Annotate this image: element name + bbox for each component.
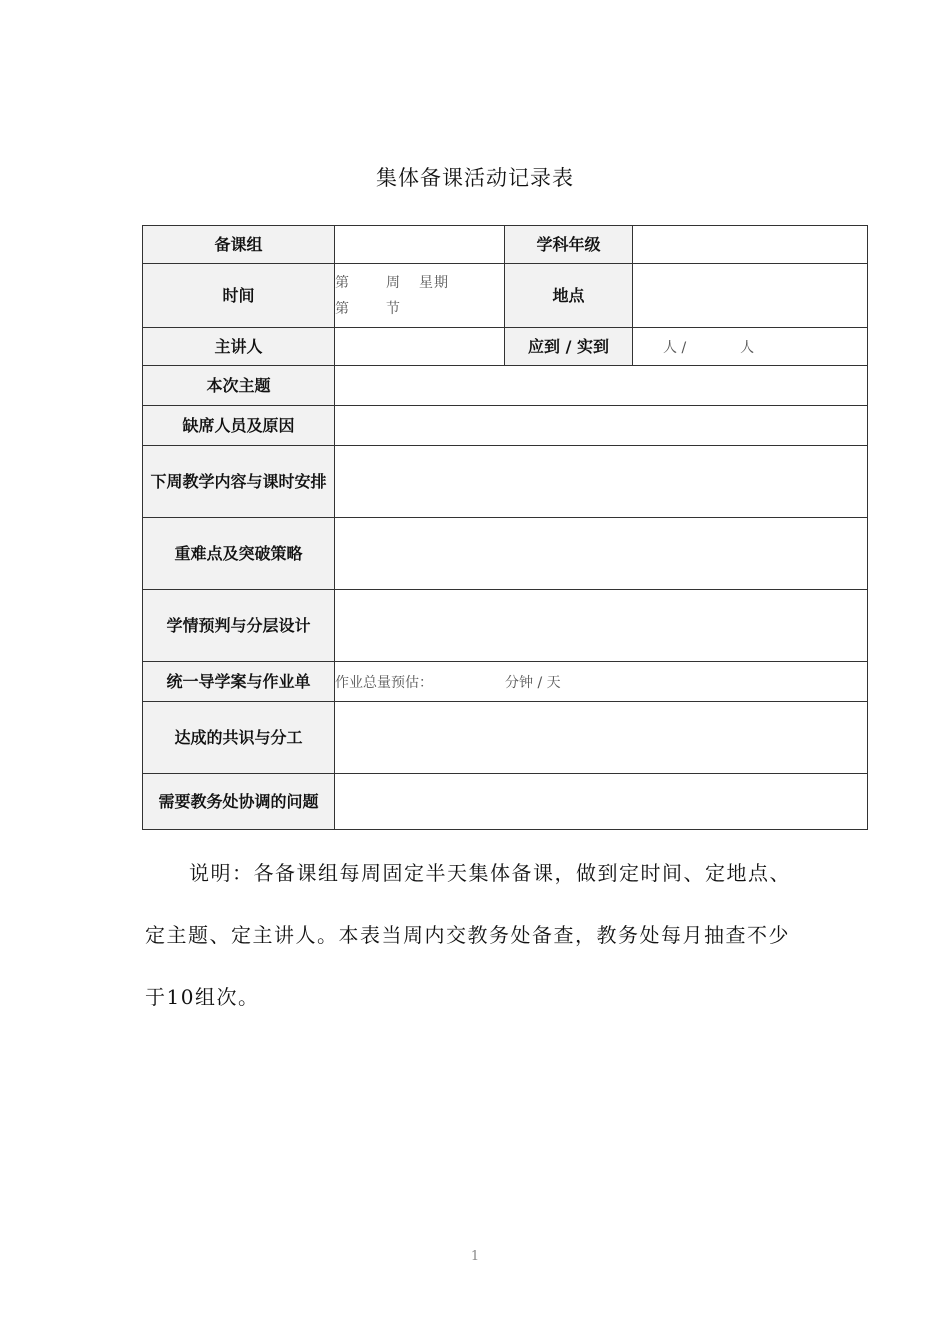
next-week-field[interactable] bbox=[335, 446, 868, 518]
table-row bbox=[143, 518, 868, 590]
table-row bbox=[143, 702, 868, 774]
place-label: 地点 bbox=[505, 264, 633, 328]
consensus-label: 达成的共识与分工 bbox=[143, 702, 335, 774]
learning-label: 学情预判与分层设计 bbox=[143, 590, 335, 662]
next-week-label: 下周教学内容与课时安排 bbox=[143, 446, 335, 518]
table-row bbox=[143, 328, 868, 366]
topic-field[interactable] bbox=[335, 366, 868, 406]
coordination-field[interactable] bbox=[335, 774, 868, 830]
attendance-label: 应到 / 实到 bbox=[505, 328, 633, 366]
group-field[interactable] bbox=[335, 226, 505, 264]
time-line-week bbox=[335, 270, 504, 296]
note-text: 说明：各备课组每周固定半天集体备课，做到定时间、定地点、定主题、定主讲人。本表当周内交教务处备查，教务处每月抽查不少于10组次。 bbox=[145, 861, 791, 1009]
table-row bbox=[143, 446, 868, 518]
homework-estimate-label: 作业总量预估： bbox=[335, 674, 433, 691]
subject-field[interactable] bbox=[633, 226, 868, 264]
consensus-field[interactable] bbox=[335, 702, 868, 774]
homework-field[interactable] bbox=[335, 662, 868, 702]
time-zhou: 周 bbox=[386, 274, 401, 291]
attendance-actual: 人 bbox=[740, 339, 755, 356]
page-title: 集体备课活动记录表 bbox=[376, 166, 574, 190]
time-jie: 节 bbox=[386, 300, 401, 317]
attendance-field[interactable] bbox=[633, 328, 868, 366]
table-row bbox=[143, 264, 868, 328]
speaker-label: 主讲人 bbox=[143, 328, 335, 366]
time-line-period bbox=[335, 296, 504, 322]
page-number: 1 bbox=[470, 1249, 480, 1264]
time-di2: 第 bbox=[335, 300, 350, 317]
table-row bbox=[143, 774, 868, 830]
key-points-label: 重难点及突破策略 bbox=[143, 518, 335, 590]
topic-label: 本次主题 bbox=[143, 366, 335, 406]
place-field[interactable] bbox=[633, 264, 868, 328]
time-label: 时间 bbox=[143, 264, 335, 328]
table-row bbox=[143, 226, 868, 264]
time-field[interactable] bbox=[335, 264, 505, 328]
time-xingqi: 星期 bbox=[419, 274, 449, 291]
absent-label: 缺席人员及原因 bbox=[143, 406, 335, 446]
subject-label: 学科年级 bbox=[505, 226, 633, 264]
table-row bbox=[143, 366, 868, 406]
explanation-note bbox=[145, 842, 810, 1028]
homework-unit: 分钟 / 天 bbox=[505, 674, 561, 691]
absent-field[interactable] bbox=[335, 406, 868, 446]
unified-label: 统一导学案与作业单 bbox=[143, 662, 335, 702]
table-row bbox=[143, 406, 868, 446]
speaker-field[interactable] bbox=[335, 328, 505, 366]
time-di: 第 bbox=[335, 274, 350, 291]
coordination-label: 需要教务处协调的问题 bbox=[143, 774, 335, 830]
key-points-field[interactable] bbox=[335, 518, 868, 590]
record-table bbox=[142, 225, 868, 830]
learning-field[interactable] bbox=[335, 590, 868, 662]
table-row bbox=[143, 590, 868, 662]
table-row bbox=[143, 662, 868, 702]
attendance-expected: 人 / bbox=[663, 339, 687, 356]
group-label: 备课组 bbox=[143, 226, 335, 264]
